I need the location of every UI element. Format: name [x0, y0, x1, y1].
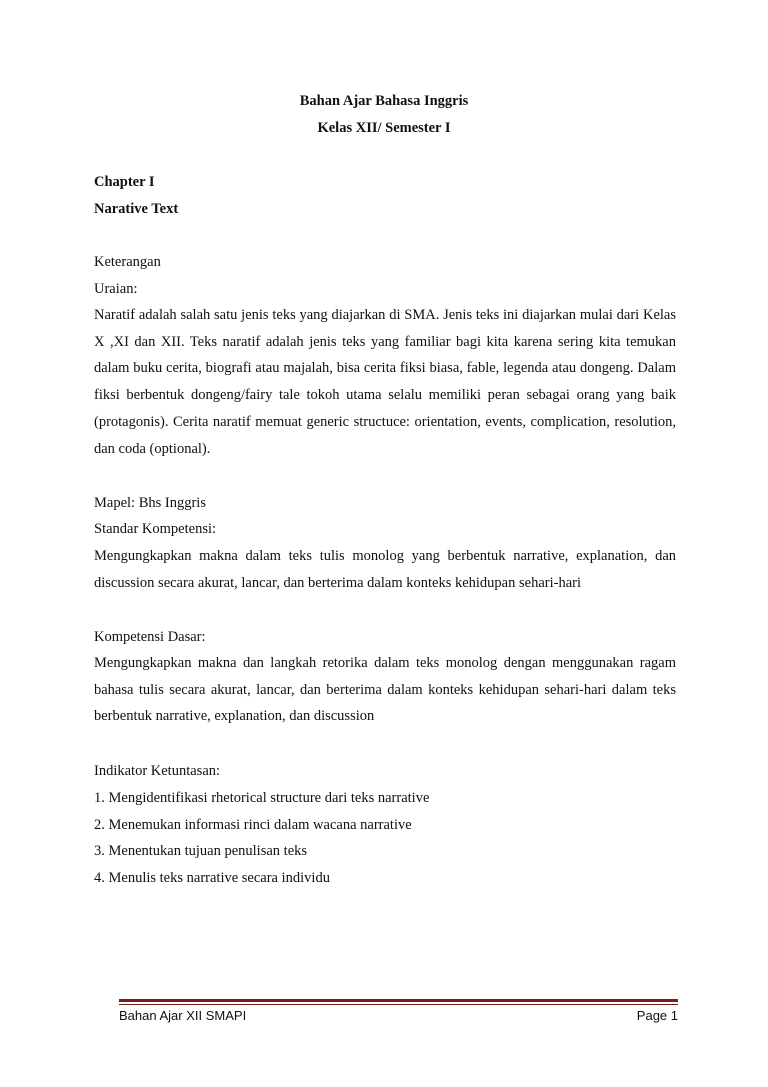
list-item: 4. Menulis teks narrative secara individu	[94, 870, 330, 887]
footer-page-number: Page 1	[636, 1008, 678, 1023]
keterangan-label: Keterangan	[94, 254, 161, 270]
footer-document-name: Bahan Ajar XII SMAPI	[119, 1008, 247, 1023]
indikator-label: Indikator Ketuntasan:	[94, 763, 221, 779]
standar-kompetensi-paragraph	[94, 543, 676, 596]
kompetensi-dasar-label: Kompetensi Dasar:	[94, 629, 206, 645]
standar-kompetensi-label: Standar Kompetensi:	[94, 521, 217, 537]
document-title: Bahan Ajar Bahasa Inggris	[299, 93, 469, 109]
list-item: 3. Menentukan tujuan penulisan teks	[94, 843, 308, 860]
document-subtitle: Kelas XII/ Semester I	[317, 120, 451, 136]
list-item: 2. Menemukan informasi rinci dalam wacana narrative	[94, 816, 412, 833]
uraian-label: Uraian:	[94, 281, 138, 297]
list-item: 1. Mengidentifikasi rhetorical structure dari teks narrative	[94, 790, 430, 806]
mapel-label: Mapel: Bhs Inggris	[94, 495, 206, 511]
kompetensi-dasar-text: Mengungkapkan makna dan langkah retorika dalam teks monolog dengan menggunakan ragam bahasa tulis secara akurat, lancar, dan berterima dalam konteks kehidupan sehari-hari dalam teks berbentuk narrative, explanation, dan discussion	[94, 655, 676, 725]
uraian-text: Naratif adalah salah satu jenis teks yang diajarkan di SMA. Jenis teks ini diajarkan mulai dari Kelas X ,XI dan XII. Teks naratif adalah jenis teks yang familiar bagi kita karena sering kita temukan dalam buku cerita, biografi atau majalah, bisa cerita fiksi biasa, fable, legenda atau dongeng. Dalam fiksi berbentuk dongeng/fairy tale tokoh utama selalu memiliki peran sebagai orang yang baik (protagonis). Cerita naratif memuat generic structuce: orientation, events, complication, resolution, dan coda (optional).	[94, 307, 676, 457]
indikator-list	[94, 785, 676, 892]
standar-kompetensi-text: Mengungkapkan makna dalam teks tulis monolog yang berbentuk narrative, explanation, dan discussion secara akurat, lancar, dan berterima dalam konteks kehidupan sehari-hari	[94, 548, 676, 591]
chapter-title: Narative Text	[94, 201, 179, 217]
kompetensi-dasar-paragraph	[94, 650, 676, 730]
chapter-number: Chapter I	[94, 174, 155, 190]
footer-divider	[119, 999, 678, 1005]
uraian-paragraph	[94, 302, 676, 462]
